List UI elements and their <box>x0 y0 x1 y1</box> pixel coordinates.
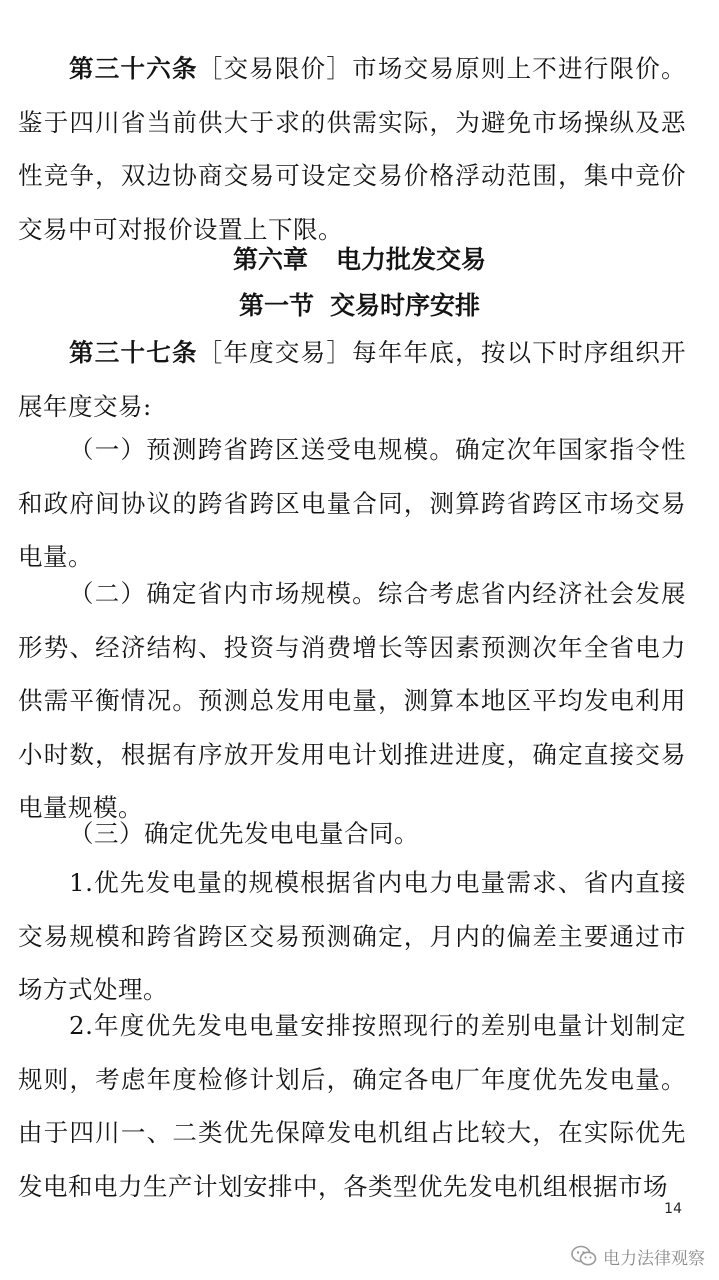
item-1-paragraph: （一）预测跨省跨区送受电规模。确定次年国家指令性和政府间协议的跨省跨区电量合同，测算跨省跨区市场交易电量。 <box>18 435 686 571</box>
sub-item-2-paragraph: 2.年度优先发电电量安排按照现行的差别电量计划制定规则，考虑年度检修计划后，确定各电厂年度优先发电量。由于四川一、二类优先保障发电机组占比较大，在实际优先发电和电力生产计划安排中，各类型优先发电机组根据市场 <box>18 1011 686 1201</box>
article-36-paragraph <box>18 42 686 256</box>
watermark-text: 电力法律观察 <box>603 1248 705 1269</box>
article-37-body: ［年度交易］每年年底，按以下时序组织开展年度交易: <box>18 338 687 421</box>
article-37-title: 第三十七条 <box>69 338 198 367</box>
page-number: 14 <box>664 1201 682 1217</box>
wechat-icon <box>571 1245 597 1267</box>
chapter-heading <box>0 240 719 280</box>
section-title: 交易时序安排 <box>330 291 481 320</box>
item-3-paragraph: （三）确定优先发电电量合同。 <box>69 819 419 848</box>
sub-item-1-paragraph: 1.优先发电量的规模根据省内电力电量需求、省内直接交易规模和跨省跨区交易预测确定，月内的偏差主要通过市场方式处理。 <box>18 868 686 1004</box>
article-37-paragraph <box>18 326 686 433</box>
section-heading <box>0 286 719 326</box>
article-36-body: ［交易限价］市场交易原则上不进行限价。鉴于四川省当前供大于求的供需实际，为避免市场操纵及恶性竞争，双边协商交易可设定交易价格浮动范围，集中竞价交易中可对报价设置上下限。 <box>18 54 687 244</box>
article-36-title: 第三十六条 <box>69 54 198 83</box>
section-number: 第一节 <box>238 291 314 320</box>
item-2-paragraph: （二）确定省内市场规模。综合考虑省内经济社会发展形势、经济结构、投资与消费增长等因素预测次年全省电力供需平衡情况。预测总发用电量，测算本地区平均发电利用小时数，根据有序放开发用电计划推进进度，确定直接交易电量规模。 <box>18 579 686 822</box>
chapter-title: 电力批发交易 <box>336 245 487 274</box>
chapter-number: 第六章 <box>232 245 308 274</box>
wechat-watermark <box>571 1242 705 1270</box>
